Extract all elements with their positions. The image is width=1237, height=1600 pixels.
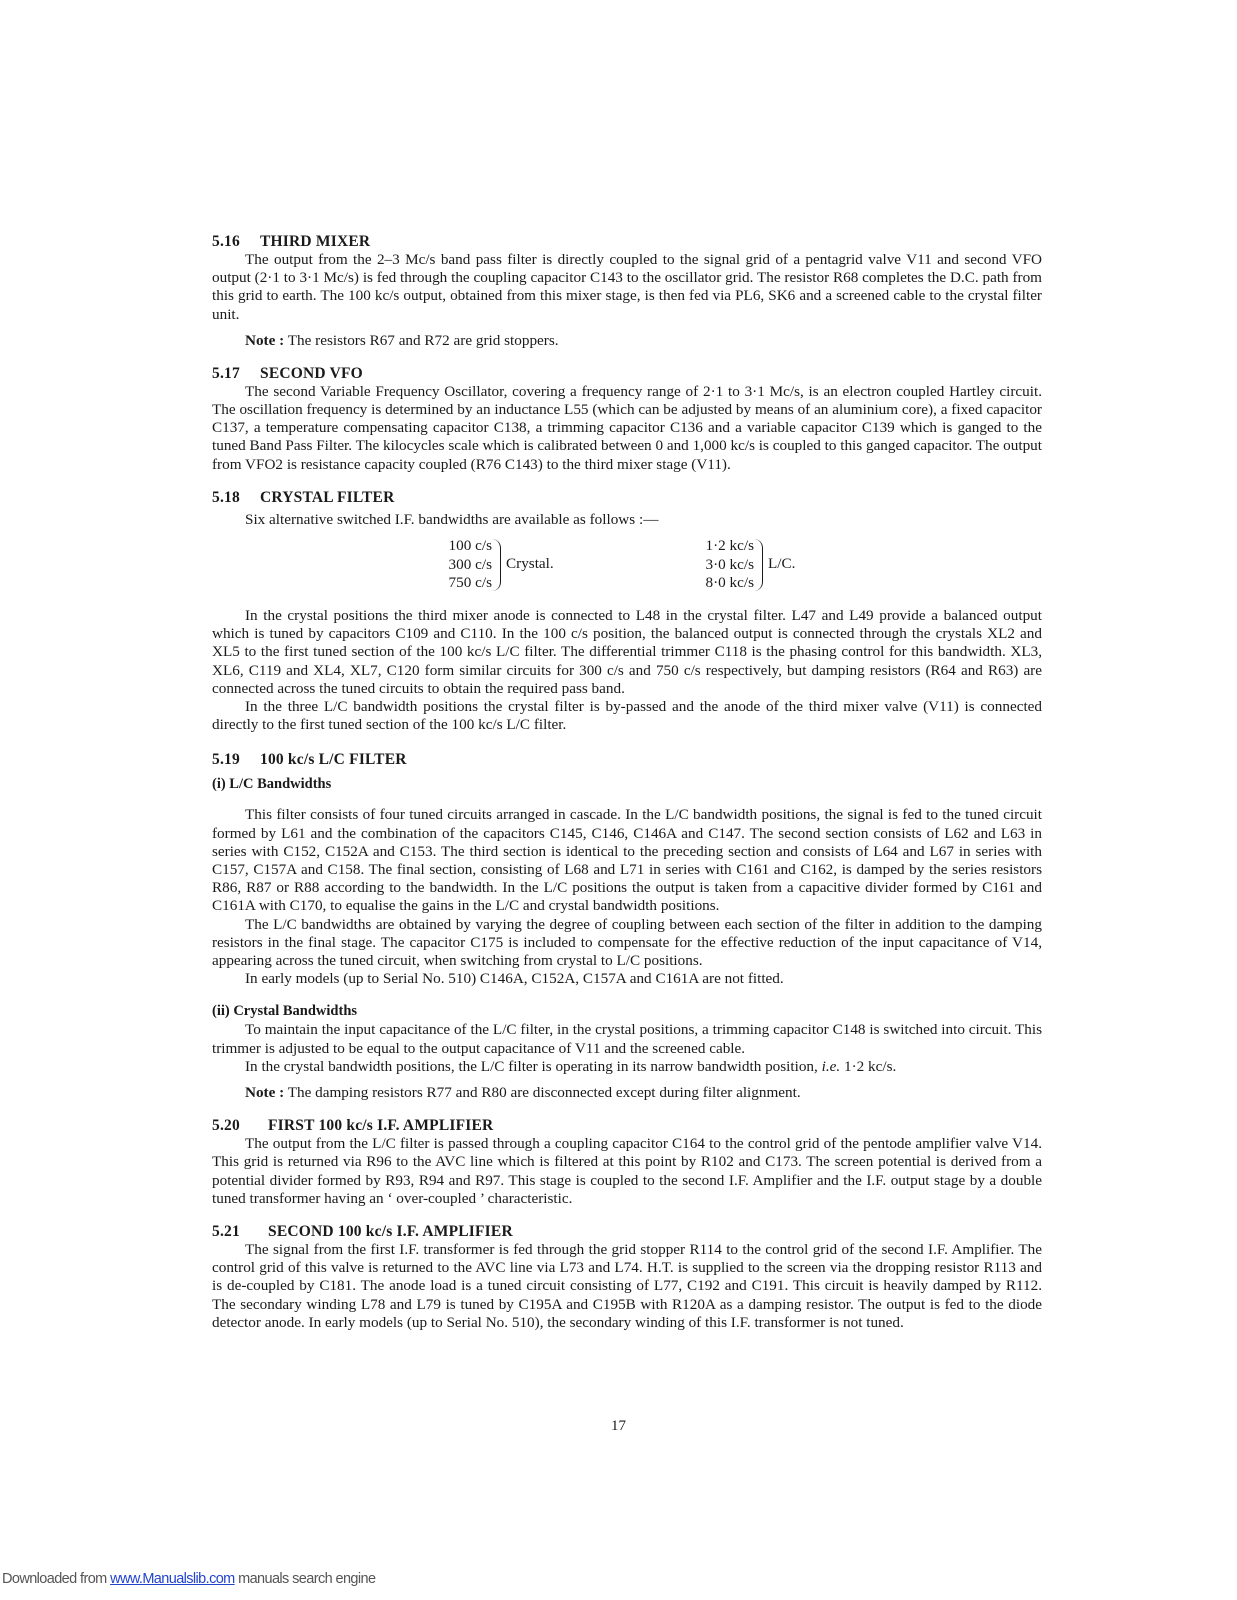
bandwidth-value: 1·2 kc/s bbox=[705, 537, 754, 555]
section-5-18 bbox=[212, 488, 1042, 735]
note-text: The resistors R67 and R72 are grid stoppers. bbox=[287, 331, 559, 349]
paragraph: This filter consists of four tuned circuits arranged in cascade. In the L/C bandwidth positions, the signal is fed to the tuned circuit formed by L61 and the combination of the capacitors C145, C146, C146A and C147. The second section consists of L62 and L63 in series with C152, C152A and C153. The third section is identical to the preceding section and consists of L64 and L67 in series with C157, C157A and C158. The final section, consisting of L68 and L71 in series with C161 and C162, is damped by the series resistors R86, R87 or R88 according to the bandwidth. In the L/C positions the output is taken from a capacitive divider formed by C161 and C161A with C170, to equalise the gains in the L/C and crystal bandwidth positions. bbox=[212, 806, 1042, 915]
paragraph: To maintain the input capacitance of the L/C filter, in the crystal positions, a trimming capacitor C148 is switched into circuit. This trimmer is adjusted to be equal to the output capacitance of V11 and the screened cable. bbox=[212, 1021, 1042, 1057]
crystal-bandwidth-list bbox=[440, 537, 492, 593]
paragraph: The output from the L/C filter is passed through a coupling capacitor C164 to the control grid of the pentode amplifier valve V14. This grid is returned via R96 to the AVC line which is filtered at this point by R102 and C173. The screen potential is derived from a potential divider formed by R93, R94 and R97. This stage is coupled to the second I.F. Amplifier and the I.F. output stage by a double tuned transformer having an ‘ over-coupled ’ characteristic. bbox=[212, 1135, 1042, 1207]
note bbox=[212, 332, 1042, 350]
text-span-italic: i.e. bbox=[821, 1057, 841, 1075]
section-heading bbox=[212, 232, 1042, 251]
section-number: 5.20 bbox=[212, 1117, 240, 1135]
bandwidth-value: 8·0 kc/s bbox=[705, 574, 754, 592]
section-heading bbox=[212, 488, 1042, 507]
lc-bandwidth-list bbox=[688, 537, 754, 593]
paragraph: The output from the 2–3 Mc/s band pass filter is directly coupled to the signal grid of a pentagrid valve V11 and second VFO output (2·1 to 3·1 Mc/s) is fed through the coupling capacitor C143 to the oscillator grid. The resistor R68 completes the D.C. path from this grid to earth. The 100 kc/s output, obtained from this mixer stage, is then fed via PL6, SK6 and a screened cable to the crystal filter unit. bbox=[212, 251, 1042, 323]
bandwidth-table bbox=[212, 537, 1042, 597]
section-number: 5.18 bbox=[212, 488, 240, 506]
section-5-19 bbox=[212, 750, 1042, 1102]
section-5-21 bbox=[212, 1222, 1042, 1332]
bandwidth-value: 750 c/s bbox=[448, 574, 492, 592]
brace-icon bbox=[492, 539, 501, 591]
section-title: SECOND VFO bbox=[260, 364, 363, 382]
section-title: THIRD MIXER bbox=[260, 233, 371, 250]
paragraph: In the three L/C bandwidth positions the crystal filter is by-passed and the anode of the third mixer valve (V11) is connected directly to the first tuned section of the 100 kc/s L/C filter. bbox=[212, 698, 1042, 734]
bandwidth-value: 300 c/s bbox=[448, 555, 492, 573]
manual-page bbox=[212, 232, 1042, 1332]
section-5-17 bbox=[212, 364, 1042, 474]
section-5-16 bbox=[212, 232, 1042, 350]
page-number: 17 bbox=[611, 1418, 626, 1434]
crystal-label: Crystal. bbox=[506, 555, 554, 573]
note bbox=[212, 1084, 1042, 1102]
paragraph: In the crystal positions the third mixer anode is connected to L48 in the crystal filter. L47 and L49 provide a balanced output which is tuned by capacitors C109 and C110. In the 100 c/s position, the balanced output is connected through the crystals XL2 and XL5 to the first tuned section of the 100 kc/s L/C filter. The differential trimmer C118 is the phasing control for this bandwidth. XL3, XL6, C119 and XL4, XL7, C120 form similar circuits for 300 c/s and 750 c/s respectively, but damping resistors (R64 and R63) are connected across the tuned circuits to obtain the required pass band. bbox=[212, 607, 1042, 697]
section-5-20 bbox=[212, 1116, 1042, 1208]
download-footer bbox=[2, 1571, 375, 1587]
paragraph: In early models (up to Serial No. 510) C146A, C152A, C157A and C161A are not fitted. bbox=[245, 970, 784, 988]
section-number: 5.19 bbox=[212, 751, 240, 769]
section-heading bbox=[212, 750, 1042, 769]
section-heading bbox=[212, 1222, 1042, 1241]
text-span: 1·2 kc/s. bbox=[840, 1057, 897, 1075]
text-span: In the crystal bandwidth positions, the L/C filter is operating in its narrow bandwidth position, bbox=[245, 1057, 822, 1075]
section-heading bbox=[212, 364, 1042, 383]
brace-icon bbox=[754, 539, 763, 591]
lc-label: L/C. bbox=[768, 555, 796, 573]
paragraph: The signal from the first I.F. transformer is fed through the grid stopper R114 to the control grid of the second I.F. Amplifier. The control grid of this valve is returned to the AVC line via L73 and L74. H.T. is supplied to the screen via the dropping resistor R113 and is de-coupled by C181. The anode load is a tuned circuit consisting of L77, C192 and C191. This circuit is heavily damped by R112. The secondary winding L78 and L79 is tuned by C195A and C195B with R120A as a damping resistor. The output is fed to the diode detector anode. In early models (up to Serial No. 510), the secondary winding of this I.F. transformer is not tuned. bbox=[212, 1240, 1042, 1331]
section-heading bbox=[212, 1116, 1042, 1135]
section-number: 5.16 bbox=[212, 233, 240, 250]
section-title: CRYSTAL FILTER bbox=[260, 488, 395, 506]
footer-suffix: manuals search engine bbox=[234, 1571, 376, 1587]
bandwidth-value: 100 c/s bbox=[448, 537, 492, 555]
paragraph: Six alternative switched I.F. bandwidths are available as follows :— bbox=[245, 510, 659, 528]
section-title: 100 kc/s L/C FILTER bbox=[260, 751, 407, 769]
footer-prefix: Downloaded from bbox=[2, 1571, 111, 1587]
section-title: FIRST 100 kc/s I.F. AMPLIFIER bbox=[268, 1117, 494, 1135]
manualslib-link[interactable]: www.Manualslib.com bbox=[110, 1571, 235, 1587]
note-label: Note : bbox=[245, 1084, 285, 1102]
paragraph: The L/C bandwidths are obtained by varying the degree of coupling between each section of the filter in addition to the damping resistors in the final stage. The capacitor C175 is included to compensate for the effective reduction of the input capacitance of V14, appearing across the tuned circuit, when switching from crystal to L/C positions. bbox=[212, 915, 1042, 970]
note-label: Note : bbox=[245, 331, 285, 349]
subsection-heading: (ii) Crystal Bandwidths bbox=[212, 1003, 358, 1020]
note-text: The damping resistors R77 and R80 are disconnected except during filter alignment. bbox=[287, 1084, 801, 1102]
paragraph: The second Variable Frequency Oscillator, covering a frequency range of 2·1 to 3·1 Mc/s, is an electron coupled Hartley circuit. The oscillation frequency is determined by an inductance L55 (which can be adjusted by means of an aluminium core), a fixed capacitor C137, a temperature compensating capacitor C138, a trimming capacitor C136 and a variable capacitor C139 which is ganged to the tuned Band Pass Filter. The kilocycles scale which is calibrated between 0 and 1,000 kc/s is coupled to this ganged capacitor. The output from VFO2 is resistance capacity coupled (R76 C143) to the third mixer stage (V11). bbox=[212, 382, 1042, 473]
section-number: 5.17 bbox=[212, 364, 240, 382]
section-number: 5.21 bbox=[212, 1222, 240, 1240]
section-title: SECOND 100 kc/s I.F. AMPLIFIER bbox=[268, 1222, 513, 1240]
bandwidth-value: 3·0 kc/s bbox=[705, 555, 754, 573]
subsection-heading: (i) L/C Bandwidths bbox=[212, 776, 332, 793]
paragraph bbox=[212, 1058, 1042, 1076]
